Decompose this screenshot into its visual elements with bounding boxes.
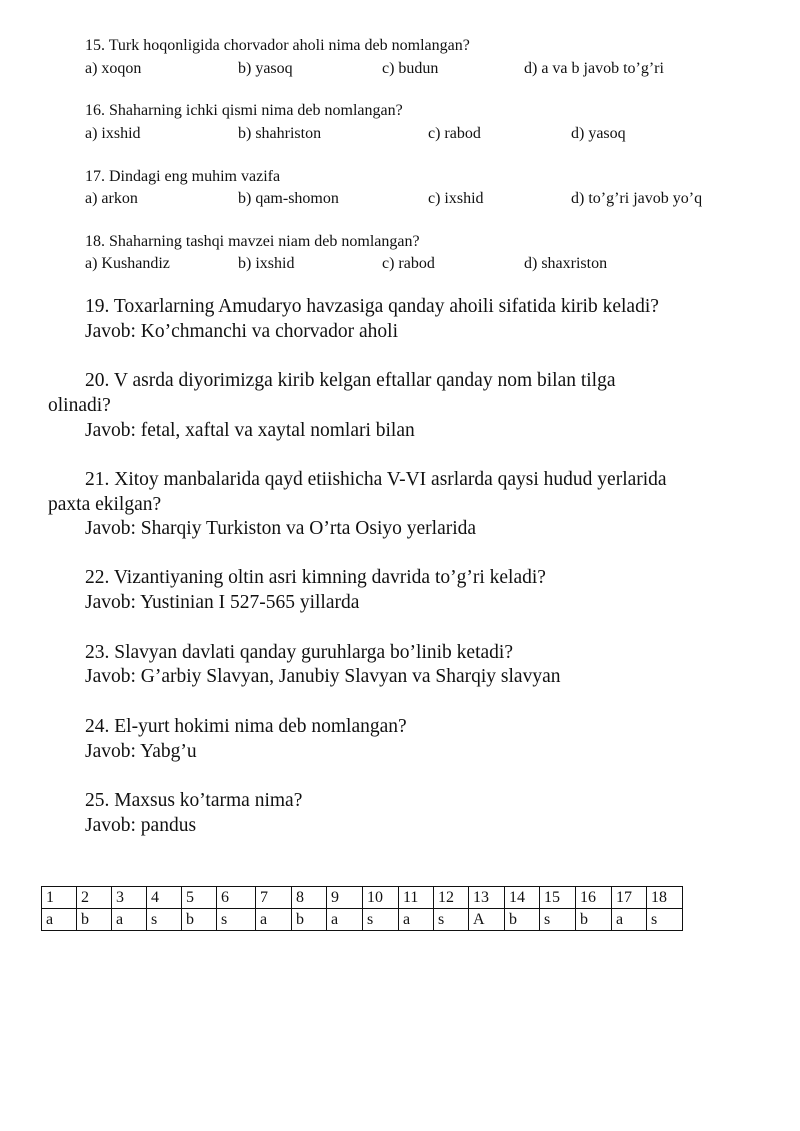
answer-key-number-cell: 4 — [147, 887, 182, 909]
answer-key-answer-cell: s — [217, 909, 256, 931]
answer-key-number-cell: 1 — [42, 887, 77, 909]
answer-text: Javob: Yabg’u — [85, 741, 197, 762]
answer-key-number-cell: 5 — [182, 887, 217, 909]
answer-key-number-cell: 17 — [612, 887, 647, 909]
answer-key-answer-cell: a — [327, 909, 363, 931]
answer-key-number-cell: 8 — [292, 887, 327, 909]
answer-key-number-cell: 13 — [469, 887, 505, 909]
answer-key-answer-cell: s — [647, 909, 683, 931]
answer-key-answer-cell: a — [42, 909, 77, 931]
question-text: 19. Toxarlarning Amudaryo havzasiga qanday ahoili sifatida kirib keladi? — [85, 296, 659, 317]
answer-text: Javob: pandus — [85, 815, 197, 836]
option-b: b) ixshid — [238, 255, 295, 272]
answer-text: Javob: G’arbiy Slavyan, Janubiy Slavyan va Sharqiy slavyan — [85, 666, 561, 687]
option-d: d) yasoq — [571, 125, 626, 142]
option-c: c) rabod — [428, 125, 481, 142]
answer-key-answer-cell: b — [505, 909, 540, 931]
answer-key-number-cell: 16 — [576, 887, 612, 909]
answer-key-answer-cell: s — [147, 909, 182, 931]
answer-key-answer-cell: a — [112, 909, 147, 931]
question-text: 16. Shaharning ichki qismi nima deb nomlangan? — [85, 102, 403, 119]
question-text-continuation: olinadi? — [48, 395, 111, 416]
answer-key-number-cell: 18 — [647, 887, 683, 909]
option-c: c) budun — [382, 60, 439, 77]
question-text: 23. Slavyan davlati qanday guruhlarga bo’linib ketadi? — [85, 642, 513, 663]
answer-key-answer-cell: a — [256, 909, 292, 931]
answer-key-number-cell: 9 — [327, 887, 363, 909]
question-text: 24. El-yurt hokimi nima deb nomlangan? — [85, 716, 407, 737]
option-c: c) ixshid — [428, 190, 484, 207]
answer-key-answer-cell: s — [434, 909, 469, 931]
answer-key-answers-row — [42, 909, 683, 931]
question-text: 22. Vizantiyaning oltin asri kimning davrida to’g’ri keladi? — [85, 567, 546, 588]
option-c: c) rabod — [382, 255, 435, 272]
question-text: 20. V asrda diyorimizga kirib kelgan eftallar qanday nom bilan tilga — [85, 370, 616, 391]
answer-key-number-cell: 7 — [256, 887, 292, 909]
answer-text: Javob: fetal, xaftal va xaytal nomlari bilan — [85, 420, 415, 441]
option-b: b) qam-shomon — [238, 190, 339, 207]
answer-key-answer-cell: b — [576, 909, 612, 931]
question-text: 25. Maxsus ko’tarma nima? — [85, 790, 303, 811]
option-a: a) arkon — [85, 190, 138, 207]
answer-key-number-cell: 3 — [112, 887, 147, 909]
answer-key-table — [41, 886, 683, 931]
answer-key-answer-cell: s — [540, 909, 576, 931]
option-a: a) xoqon — [85, 60, 142, 77]
question-text: 17. Dindagi eng muhim vazifa — [85, 168, 281, 185]
answer-key-number-cell: 10 — [363, 887, 399, 909]
option-b: b) shahriston — [238, 125, 322, 142]
answer-text: Javob: Yustinian I 527-565 yillarda — [85, 592, 360, 613]
answer-key-answer-cell: A — [469, 909, 505, 931]
answer-key-numbers-row — [42, 887, 683, 909]
answer-key-number-cell: 12 — [434, 887, 469, 909]
answer-text: Javob: Ko’chmanchi va chorvador aholi — [85, 321, 398, 342]
question-text: 21. Xitoy manbalarida qayd etiishicha V-VI asrlarda qaysi hudud yerlarida — [85, 469, 667, 490]
answer-key-answer-cell: b — [182, 909, 217, 931]
answer-key-answer-cell: s — [363, 909, 399, 931]
option-b: b) yasoq — [238, 60, 293, 77]
answer-key-number-cell: 15 — [540, 887, 576, 909]
question-text: 15. Turk hoqonligida chorvador aholi nima deb nomlangan? — [85, 37, 470, 54]
answer-key-number-cell: 11 — [399, 887, 434, 909]
answer-key-number-cell: 2 — [77, 887, 112, 909]
option-a: a) ixshid — [85, 125, 141, 142]
question-text-continuation: paxta ekilgan? — [48, 494, 162, 515]
answer-text: Javob: Sharqiy Turkiston va O’rta Osiyo yerlarida — [85, 518, 477, 539]
option-a: a) Kushandiz — [85, 255, 170, 272]
answer-key-number-cell: 14 — [505, 887, 540, 909]
question-text: 18. Shaharning tashqi mavzei niam deb nomlangan? — [85, 233, 420, 250]
answer-key-number-cell: 6 — [217, 887, 256, 909]
option-d: d) a va b javob to’g’ri — [524, 60, 664, 77]
answer-key-answer-cell: b — [77, 909, 112, 931]
option-d: d) to’g’ri javob yo’q — [571, 190, 703, 207]
answer-key-answer-cell: a — [399, 909, 434, 931]
answer-key-answer-cell: a — [612, 909, 647, 931]
option-d: d) shaxriston — [524, 255, 608, 272]
answer-key-answer-cell: b — [292, 909, 327, 931]
